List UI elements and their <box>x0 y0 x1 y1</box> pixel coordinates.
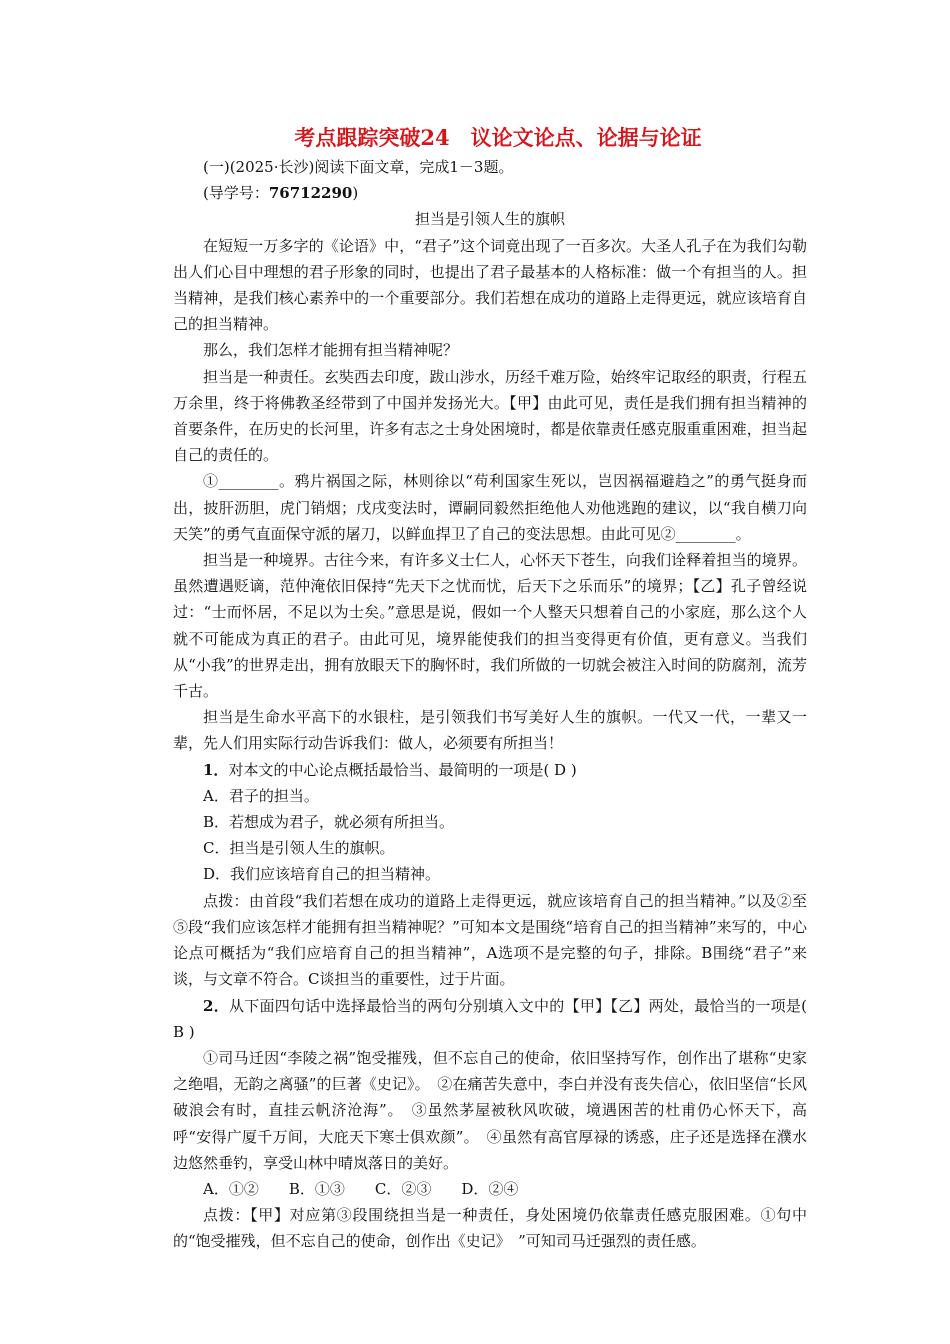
question-1-number: 1． <box>203 760 229 779</box>
article-paragraph-3: 担当是一种责任。玄奘西去印度，跋山涉水，历经千难万险，始终牢记取经的职责，行程五万余里，终于将佛教圣经带到了中国并发扬光大。【甲】由此可见，责任是我们拥有担当精神的首要条件，在历史的长河里，许多有志之士身处困境时，都是依靠责任感克服重重困难，担当起自己的责任的。 <box>173 367 807 465</box>
question-1-option-b: B．若想成为君子，就必须有所担当。 <box>203 813 455 832</box>
article-paragraph-5: 担当是一种境界。古往今来，有许多义士仁人，心怀天下苍生，向我们诠释着担当的境界。虽然遭遇贬谪，范仲淹依旧保持“先天下之忧而忧，后天下之乐而乐”的境界；【乙】孔子曾经说过：“士而怀居，不足以为士矣。”意思是说，假如一个人整天只想着自己的小家庭，那么这个人就不可能成为真正的君子。由此可见，境界能使我们的担当变得更有价值，更有意义。当我们从“小我”的世界走出，拥有放眼天下的胸怀时，我们所做的一切就会被注入时间的防腐剂，流芳千古。 <box>173 551 807 701</box>
guide-number: 76712290 <box>268 184 353 203</box>
article-paragraph-1: 在短短一万多字的《论语》中，“君子”这个词竟出现了一百多次。大圣人孔子在为我们勾勒出人们心目中理想的君子形象的同时，也提出了君子最基本的人格标准：做一个有担当的人。担当精神，是我们核心素养中的一个重要部分。我们若想在成功的道路上走得更远，就应该培育自己的担当精神。 <box>173 236 807 334</box>
page-title: 考点跟踪突破24 议论文论点、论据与论证 <box>294 125 702 150</box>
question-2-stem: 从下面四句话中选择最恰当的两句分别填入文中的【甲】【乙】两处，最恰当的一项是( B ) <box>173 996 808 1041</box>
question-1-stem: 对本文的中心论点概括最恰当、最简明的一项是( D ) <box>228 760 577 779</box>
question-2-choices: A．①② B．①③ C．②③ D．②④ <box>203 1179 519 1198</box>
guide-suffix: ) <box>352 184 359 203</box>
article-title: 担当是引领人生的旗帜 <box>414 210 565 229</box>
article-paragraph-4: ①________。鸦片祸国之际，林则徐以“苟利国家生死以，岂因祸福避趋之”的勇气挺身而出，披肝沥胆，虎门销烟；戊戌变法时，谭嗣同毅然拒绝他人劝他逃跑的建议，以“我自横刀向天笑”的勇气直面保守派的屠刀，以鲜血捍卫了自己的变法思想。由此可见②________。 <box>173 472 807 543</box>
article-paragraph-6: 担当是生命水平高下的水银柱，是引领我们书写美好人生的旗帜。一代又一代，一辈又一辈，先人们用实际行动告诉我们：做人，必须要有所担当！ <box>173 708 807 753</box>
question-1-explanation: 点拨：由首段“我们若想在成功的道路上走得更远，就应该培育自己的担当精神。”以及②至⑤段“我们应该怎样才能拥有担当精神呢？”可知本文是围绕“培育自己的担当精神”来写的，中心论点可概括为“我们应培育自己的担当精神”，A选项不是完整的句子，排除。B围绕“君子”来谈，与文章不符合。C谈担当的重要性，过于片面。 <box>173 891 807 989</box>
section-intro: (一)(2025·长沙)阅读下面文章，完成1－3题。 <box>203 158 514 176</box>
question-2-sentences: ①司马迁因“李陵之祸”饱受摧残，但不忘自己的使命，依旧坚持写作，创作出了堪称“史家之绝唱，无韵之离骚”的巨著《史记》。 ②在痛苦失意中，李白并没有丧失信心，依旧坚信“长风破浪会有时，直挂云帆济沧海”。 ③虽然茅屋被秋风吹破，境遇困苦的杜甫仍心怀天下，高呼“安得广厦千万间，大庇天下寒士俱欢颜”。 ④虽然有高官厚禄的诱惑，庄子还是选择在濮水边悠然垂钓，享受山林中晴岚落日的美好。 <box>173 1048 807 1172</box>
question-1-option-d: D．我们应该培育自己的担当精神。 <box>203 865 441 884</box>
question-1-option-a: A．君子的担当。 <box>203 786 319 805</box>
question-1 <box>173 757 807 783</box>
guide-number-line <box>173 180 807 206</box>
article-paragraph-2: 那么，我们怎样才能拥有担当精神呢？ <box>203 341 459 360</box>
question-2-explanation: 点拨：【甲】对应第③段围绕担当是一种责任，身处困境仍依靠责任感克服困难。①句中的“饱受摧残，但不忘自己的使命，创作出《史记》 ”可知司马迁强烈的责任感。 <box>173 1206 807 1251</box>
question-1-option-c: C．担当是引领人生的旗帜。 <box>203 839 395 858</box>
guide-prefix: (导学号： <box>203 184 269 203</box>
question-2-number: 2． <box>203 996 229 1015</box>
document-page <box>173 118 807 1255</box>
question-2 <box>173 993 807 1045</box>
